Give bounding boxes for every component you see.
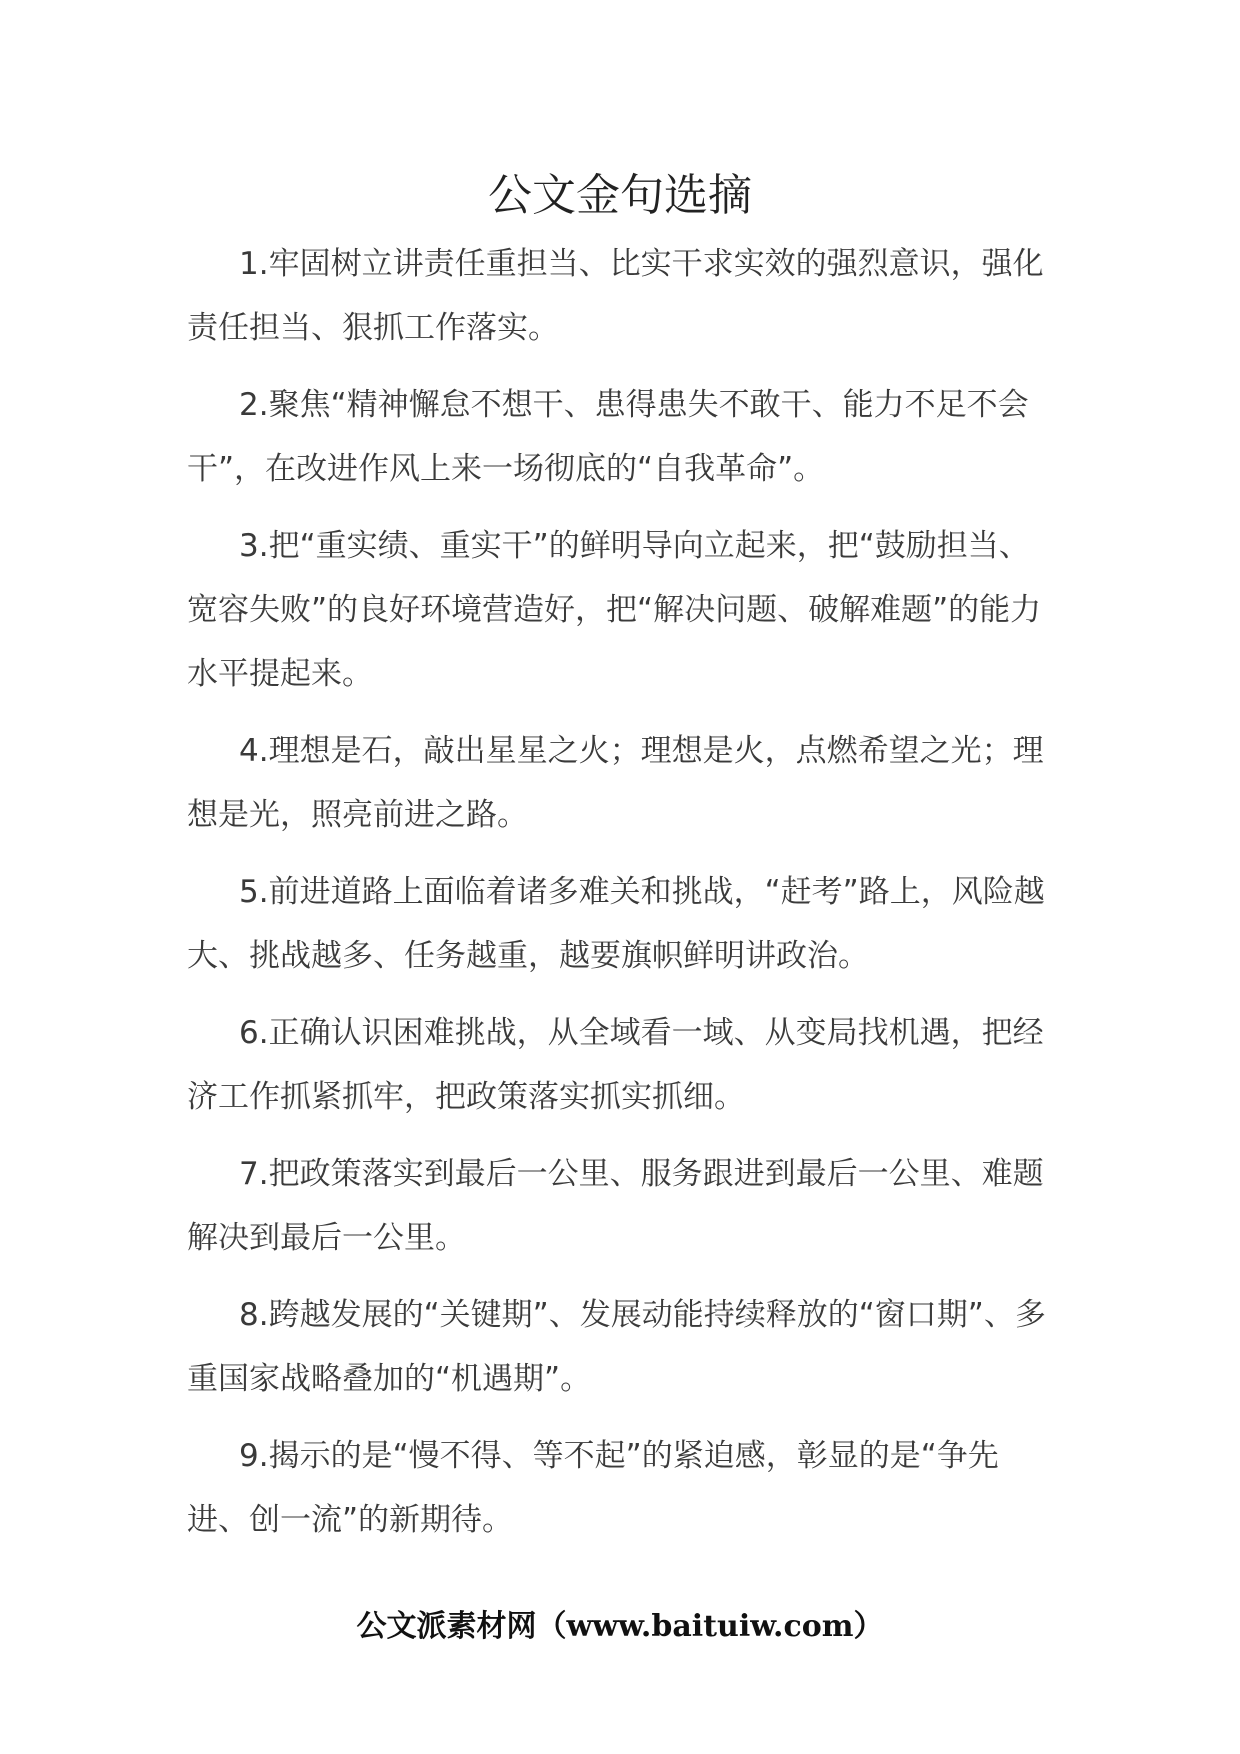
list-item: 5.前进道路上面临着诸多难关和挑战，“赶考”路上，风险越大、挑战越多、任务越重，越要旗帜鲜明讲政治。: [187, 874, 1045, 974]
list-item: 2.聚焦“精神懈怠不想干、患得患失不敢干、能力不足不会干”，在改进作风上来一场彻底的“自我革命”。: [187, 387, 1029, 487]
document-title: 公文金句选摘: [488, 170, 752, 221]
list-item: 4.理想是石，敲出星星之火；理想是火，点燃希望之光；理想是光，照亮前进之路。: [187, 733, 1044, 833]
list-item: 7.把政策落实到最后一公里、服务跟进到最后一公里、难题解决到最后一公里。: [187, 1156, 1044, 1256]
list-item: 8.跨越发展的“关键期”、发展动能持续释放的“窗口期”、多重国家战略叠加的“机遇期”。: [187, 1297, 1046, 1397]
list-item: 9.揭示的是“慢不得、等不起”的紧迫感，彰显的是“争先进、创一流”的新期待。: [187, 1438, 999, 1538]
list-item: 3.把“重实绩、重实干”的鲜明导向立起来，把“鼓励担当、宽容失败”的良好环境营造好，把“解决问题、破解难题”的能力水平提起来。: [187, 528, 1042, 692]
list-item: 1.牢固树立讲责任重担当、比实干求实效的强烈意识，强化责任担当、狠抓工作落实。: [187, 246, 1044, 346]
source-footer: 公文派素材网（www.baituiw.com）: [356, 1609, 884, 1644]
list-item: 6.正确认识困难挑战，从全域看一域、从变局找机遇，把经济工作抓紧抓牢，把政策落实抓实抓细。: [187, 1015, 1044, 1115]
document-body: [187, 232, 1057, 1565]
